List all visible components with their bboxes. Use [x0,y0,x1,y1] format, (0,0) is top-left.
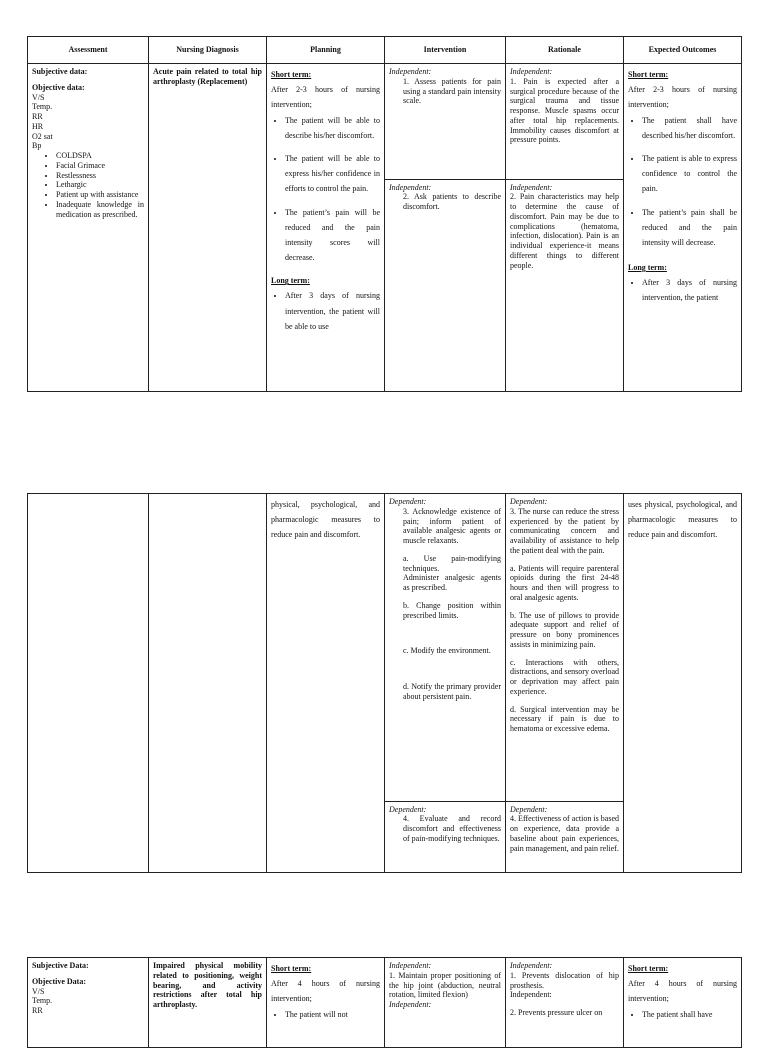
intervention-subitem: d. Notify the primary provider about persistent pain. [403,682,501,701]
planning-cell [267,494,385,873]
assessment-cell [28,64,149,392]
list-item: • The patient will be able to express his/her confidence in efforts to control the pain. [285,151,380,197]
planning-intro: After 4 hours of nursing intervention; [271,979,380,1004]
list-item: • The patient’s pain shall be reduced and the pain intensity will decrease. [642,205,737,251]
rationale-subtable [506,64,623,391]
vital-item: V/S [32,986,45,996]
short-term-label: Short term: [271,964,312,973]
planning-cell [267,958,385,1048]
intervention-subitem: c. Modify the environment. [403,646,491,656]
long-term-list [628,275,737,305]
care-plan-table-pain-continued [27,493,742,873]
long-term-list [271,288,380,334]
rationale-subitem: a. Patients will require parenteral opioids during the first 24-48 hours and then will progress to oral analgesic agents. [510,563,619,602]
rationale-item: 1. Prevents dislocation of hip prosthesis. [510,970,619,990]
list-item: • The patient will not [285,1007,380,1022]
outcomes-intro: After 4 hours of nursing intervention; [628,979,737,1004]
intervention-item: 1. Assess patients for pain using a standard pain intensity scale. [403,76,501,106]
table-row [28,494,742,873]
list-item: • Patient up with assistance [56,190,144,200]
independent-label: Independent: [510,990,552,1000]
vital-item: HR [32,121,44,131]
care-plan-table-mobility [27,957,742,1048]
dependent-label: Dependent: [389,497,427,506]
short-term-label: Short term: [271,70,312,79]
intervention-item: 4. Evaluate and record discomfort and effectiveness of pain-modifying techniques. [403,814,501,843]
header-nursing-diagnosis: Nursing Diagnosis [149,37,267,64]
assessment-cell [28,958,149,1048]
table-row [28,958,742,1048]
vital-item: V/S [32,92,45,102]
assessment-cues-list [32,151,144,219]
list-item: • The patient will be able to describe his/her discomfort. [285,113,380,143]
independent-label: Independent: [510,67,553,76]
header-row [28,37,742,64]
intervention-item: 2. Ask patients to describe discomfort. [403,192,501,211]
planning-intro: After 2-3 hours of nursing intervention; [271,85,380,110]
rationale-subitem: c. Interactions with others, distractions, and sensory overload or deprivation may affect pain experience. [510,657,619,696]
outcomes-list [628,113,737,251]
long-term-label: Long term: [628,263,667,273]
planning-continued: physical, psychological, and pharmacologic measures to reduce pain and discomfort. [271,500,380,540]
vital-item: O2 sat [32,131,53,141]
list-item: • The patient shall have described his/her discomfort. [642,113,737,143]
list-item: • The patient’s pain will be reduced and the pain intensity scores will decrease. [285,205,380,266]
header-expected-outcomes: Expected Outcomes [624,37,742,64]
rationale-item: 2. Pain characteristics may help to determine the cause of discomfort. Pain may be due to complications (hematoma, infection, dislocation). Pain is an individual experience-it means different things to different people. [510,192,619,270]
outcomes-continued: uses physical, psychological, and pharmacologic measures to reduce pain and discomfort. [628,500,737,540]
intervention-subitem: Administer analgesic agents as prescribed. [403,573,501,592]
rationale-cell [506,494,624,873]
nursing-diagnosis-cell: Impaired physical mobility related to positioning, weight bearing, and activity restrictions after total hip arthroplasty. [149,958,267,1048]
intervention-item: 3. Acknowledge existence of pain; inform patient of available analgesic agents or muscle relaxants. [403,506,501,545]
header-rationale: Rationale [506,37,624,64]
table-row [28,64,742,392]
header-assessment: Assessment [28,37,149,64]
list-item: • Facial Grimace [56,161,144,171]
rationale-item: 3. The nurse can reduce the stress experienced by the patient by communicating concern and availability of assistance to help the patient deal with the pain. [510,506,619,555]
vital-item: Temp. [32,102,53,112]
intervention-item: 1. Maintain proper positioning of the hip joint (abduction, neutral rotation, limited flexion) [389,970,501,1000]
outcomes-intro: After 2-3 hours of nursing intervention; [628,85,737,110]
intervention-cell [385,494,506,873]
independent-label: Independent: [510,182,553,192]
nursing-diagnosis-cell: Acute pain related to total hip arthroplasty (Replacement) [149,64,267,392]
independent-label: Independent: [389,961,432,970]
intervention-cell [385,958,506,1048]
objective-label: Objective Data: [32,976,86,986]
header-intervention: Intervention [385,37,506,64]
short-term-label: Short term: [628,964,669,973]
independent-label: Independent: [389,182,432,192]
planning-goals-list [271,1007,380,1022]
subjective-label: Subjective Data: [32,961,89,970]
list-item: • Restlessness [56,171,144,181]
list-item: • The patient is able to express confidence to control the pain. [642,151,737,197]
list-item: • The patient shall have [642,1007,737,1022]
planning-cell [267,64,385,392]
rationale-item: 4. Effectiveness of action is based on experience, data provide a baseline about pain experiences, pain management, and pain relief. [510,814,619,853]
subjective-label: Subjective data: [32,67,88,76]
list-item: • Lethargic [56,180,144,190]
list-item: • Inadequate knowledge in medication as prescribed. [56,200,144,220]
intervention-subitem: a. Use pain-modifying techniques. [403,553,501,573]
vital-item: Bp [32,141,42,151]
rationale-item: 1. Pain is expected after a surgical procedure because of the surgical trauma and tissue response. Muscle spasms occur after total hip replacements. Immobility causes discomfort at pressure points. [510,76,619,145]
vital-item: RR [32,112,43,121]
rationale-cell [506,958,624,1048]
list-item: • After 3 days of nursing intervention, the patient will be able to use [285,288,380,334]
short-term-label: Short term: [628,70,669,79]
dependent-label: Dependent: [389,804,427,814]
dependent-label: Dependent: [510,804,548,814]
planning-goals-list [271,113,380,266]
vital-item: Temp. [32,996,53,1006]
assessment-cell [28,494,149,873]
intervention-cell [385,64,506,392]
rationale-item: 2. Prevents pressure ulcer on [510,1008,603,1017]
objective-label: Objective data: [32,82,85,92]
list-item: • COLDSPA [56,151,144,161]
intervention-subtable [385,64,505,391]
long-term-label: Long term: [271,276,310,286]
independent-label: Independent: [389,67,432,76]
list-item: • After 3 days of nursing intervention, the patient [642,275,737,305]
vital-item: RR [32,1006,43,1015]
dependent-label: Dependent: [510,497,548,506]
header-planning: Planning [267,37,385,64]
expected-outcomes-cell [624,494,742,873]
care-plan-table-pain [27,36,742,392]
rationale-subitem: d. Surgical intervention may be necessary if pain is due to hematoma or excessive edema. [510,704,619,733]
outcomes-list [628,1007,737,1022]
expected-outcomes-cell [624,958,742,1048]
rationale-cell [506,64,624,392]
intervention-subitem: b. Change position within prescribed limits. [403,600,501,620]
rationale-subitem: b. The use of pillows to provide adequate support and relief of pressure on bony prominences assists in minimizing pain. [510,610,619,649]
nursing-diagnosis-cell [149,494,267,873]
intervention-subtable [385,494,505,872]
independent-label: Independent: [510,961,553,970]
expected-outcomes-cell [624,64,742,392]
rationale-subtable [506,494,623,872]
independent-label: Independent: [389,1000,432,1009]
